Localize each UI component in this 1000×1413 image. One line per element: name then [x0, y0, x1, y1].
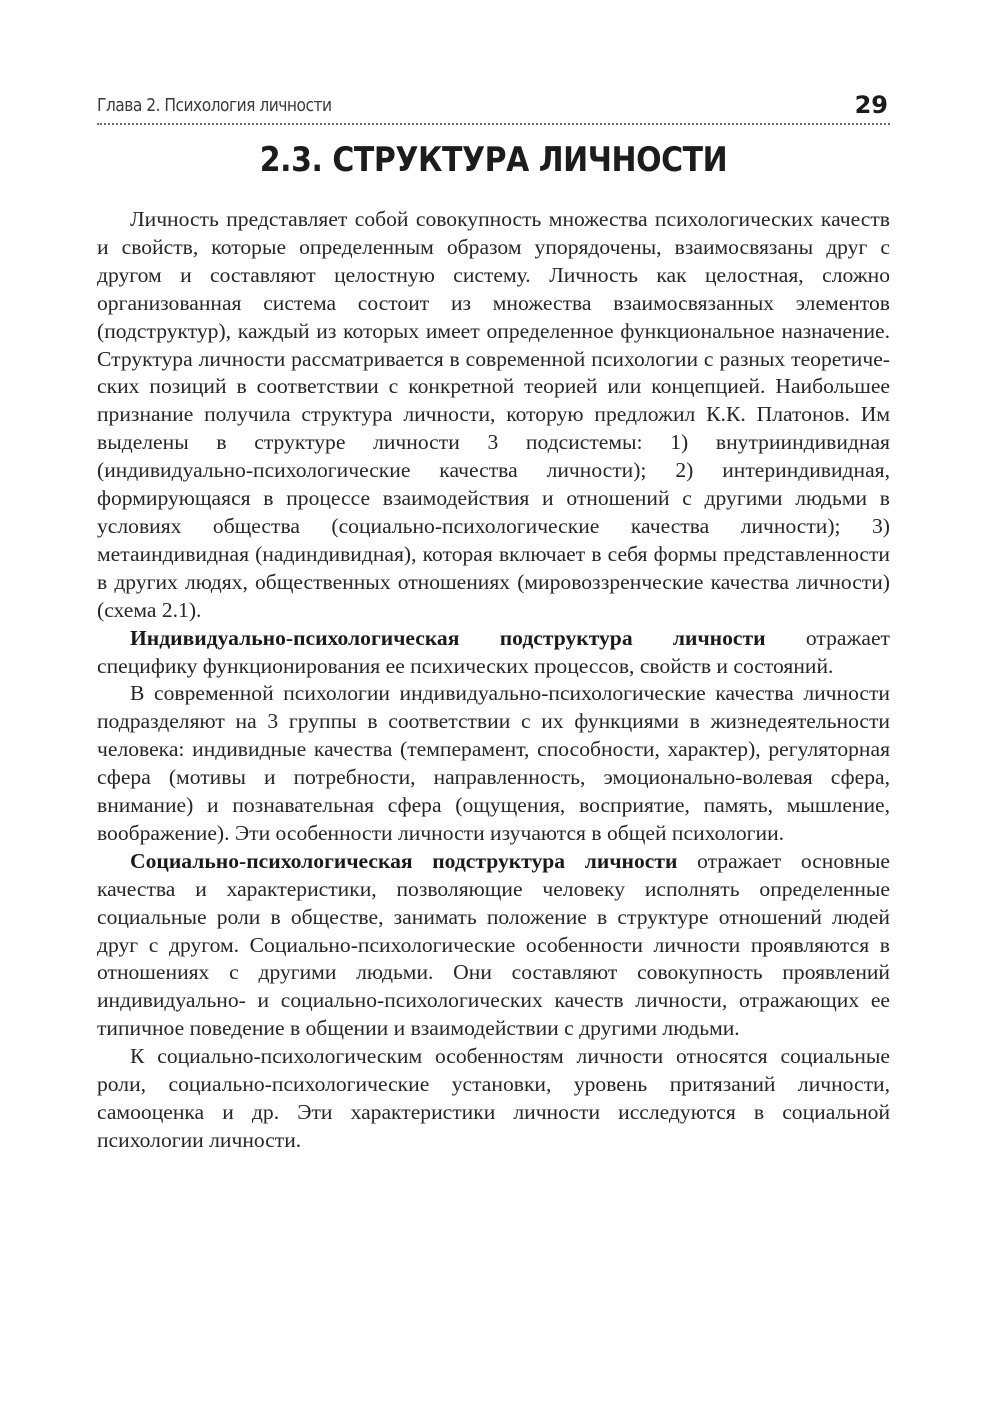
- paragraph-text: В современной психологии индивидуально-психологические качества личности подразделяют на 3 группы в соответствии с их функциями в жизнедеятельности человека: индивидные качества (темперамент, способности, характер), регуляторная сфера (мотивы и потребности, направленность, эмоционально-волевая сфера, внимание) и познавательная сфера (ощущения, восприятие, память, мышление, воображение). Эти особенности личности изучаются в общей психологии.: [97, 681, 890, 845]
- paragraph-text: отражает основные качества и характеристики, позволяющие человеку исполнять определенные социальные роли в обществе, занимать положение в структуре отношений людей друг с другом. Социально-психологические особенности личности проявляются в отношениях с другими людьми. Они составляют совокупность проявлений индивидуально- и социально-психологических качеств личности, отражающих ее типичное поведение в общении и взаимодействии с другими людьми.: [97, 848, 890, 1041]
- paragraph: [97, 206, 890, 625]
- bold-term: Индивидуально-психологическая подструктура личности: [130, 625, 766, 650]
- page-number: 29: [854, 91, 888, 119]
- running-header: [97, 93, 890, 125]
- paragraph: [97, 680, 890, 847]
- paragraph-text: отражает специфику функционирования ее психических процессов, свойств и состояний.: [97, 625, 890, 678]
- body-text: [97, 206, 890, 1155]
- paragraph-text: Личность представляет собой совокупность множества психологических качеств и свойств, которые определенным образом упорядочены, взаимосвязаны друг с другом и составляют целостную систему. Личность как целостная, сложно организованная система состоит из множества взаимосвязанных элементов (подструктур), каждый из которых имеет определенное функциональное назначение. Структура личности рассматривается в современной психологии с разных теоретических позиций в соответствии с конкретной теорией или концепцией. Наибольшее признание получила структура личности, которую предложил К.К. Платонов. Им выделены в структуре личности 3 подсистемы: 1) внутрииндивидная (индивидуально-психологические качества личности); 2) интериндивидная, формирующаяся в процессе взаимодействия и отношений с другими людьми в условиях общества (социально-психологические качества личности); 3) метаиндивидная (надиндивидная), которая включает в себя формы представленности в других людях, общественных отношениях (мировоззренческие качества личности) (схема 2.1).: [97, 207, 890, 622]
- chapter-title: Глава 2. Психология личности: [97, 95, 332, 116]
- paragraph-text: К социально-психологическим особенностям личности относятся социальные роли, социально-психологические установки, уровень притязаний личности, самооценка и др. Эти характеристики личности исследуются в социальной психологии личности.: [97, 1044, 890, 1152]
- paragraph: [97, 625, 890, 681]
- bold-term: Социально-психологическая подструктура личности: [130, 848, 678, 873]
- paragraph: [97, 848, 890, 1043]
- paragraph: [97, 1043, 890, 1155]
- section-title: 2.3. СТРУКТУРА ЛИЧНОСТИ: [259, 140, 728, 180]
